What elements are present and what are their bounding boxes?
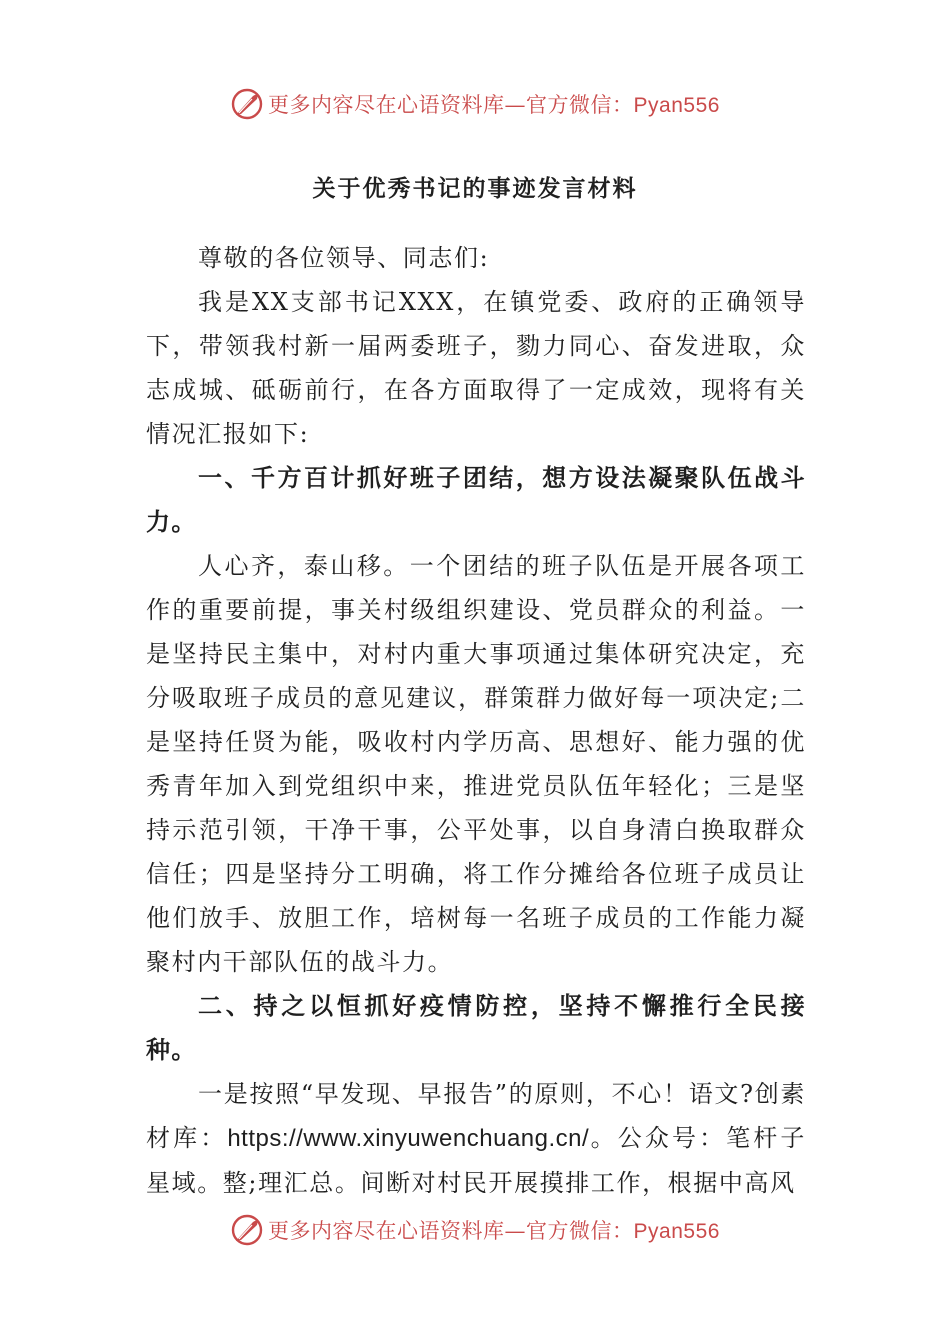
salutation: 尊敬的各位领导、同志们: <box>198 244 490 272</box>
banner-slogan: 更多内容尽在心语资料库—官方微信： <box>268 1219 634 1243</box>
section-2-heading: 二、持之以恒抓好疫情防控，坚持不懈推行全民接种。 <box>146 992 806 1064</box>
quill-pen-logo-icon <box>230 87 264 121</box>
quill-pen-logo-icon <box>230 1213 264 1247</box>
banner-text <box>268 89 720 119</box>
source-url: https://www.xinyuwenchuang.cn/ <box>227 1125 590 1152</box>
section-2-text-end: 。公众号：笔杆子星域。整;理汇总。间断对村民开展摸排工作，根据中高风 <box>146 1124 806 1197</box>
section-2-text-start: 一是按照“早发现、早报告”的原则，不心！语文?创素材库： <box>146 1080 806 1152</box>
footer-watermark-banner <box>0 1208 950 1252</box>
intro-paragraph: 我是XX支部书记XXX，在镇党委、政府的正确领导下，带领我村新一届两委班子，勠力同心、奋发进取，众志成城、砥砺前行，在各方面取得了一定成效，现将有关情况汇报如下: <box>146 288 806 448</box>
document-title: 关于优秀书记的事迹发言材料 <box>312 176 638 202</box>
section-1-paragraph: 人心齐，泰山移。一个团结的班子队伍是开展各项工作的重要前提，事关村级组织建设、党员群众的利益。一是坚持民主集中，对村内重大事项通过集体研究决定，充分吸取班子成员的意见建议，群策群力做好每一项决定;二是坚持任贤为能，吸收村内学历高、思想好、能力强的优秀青年加入到党组织中来，推进党员队伍年轻化；三是坚持示范引领，干净干事，公平处事，以自身清白换取群众信任；四是坚持分工明确，将工作分摊给各位班子成员让他们放手、放胆工作，培树每一名班子成员的工作能力凝聚村内干部队伍的战斗力。 <box>146 552 806 976</box>
banner-text <box>268 1215 720 1245</box>
banner-slogan: 更多内容尽在心语资料库—官方微信： <box>268 93 634 117</box>
wechat-id: Pyan556 <box>633 94 720 117</box>
document-body <box>146 236 806 1205</box>
section-1-heading: 一、千方百计抓好班子团结，想方设法凝聚队伍战斗力。 <box>146 464 806 536</box>
wechat-id: Pyan556 <box>633 1220 720 1243</box>
section-2-paragraph <box>146 1072 806 1205</box>
header-watermark-banner <box>0 82 950 126</box>
